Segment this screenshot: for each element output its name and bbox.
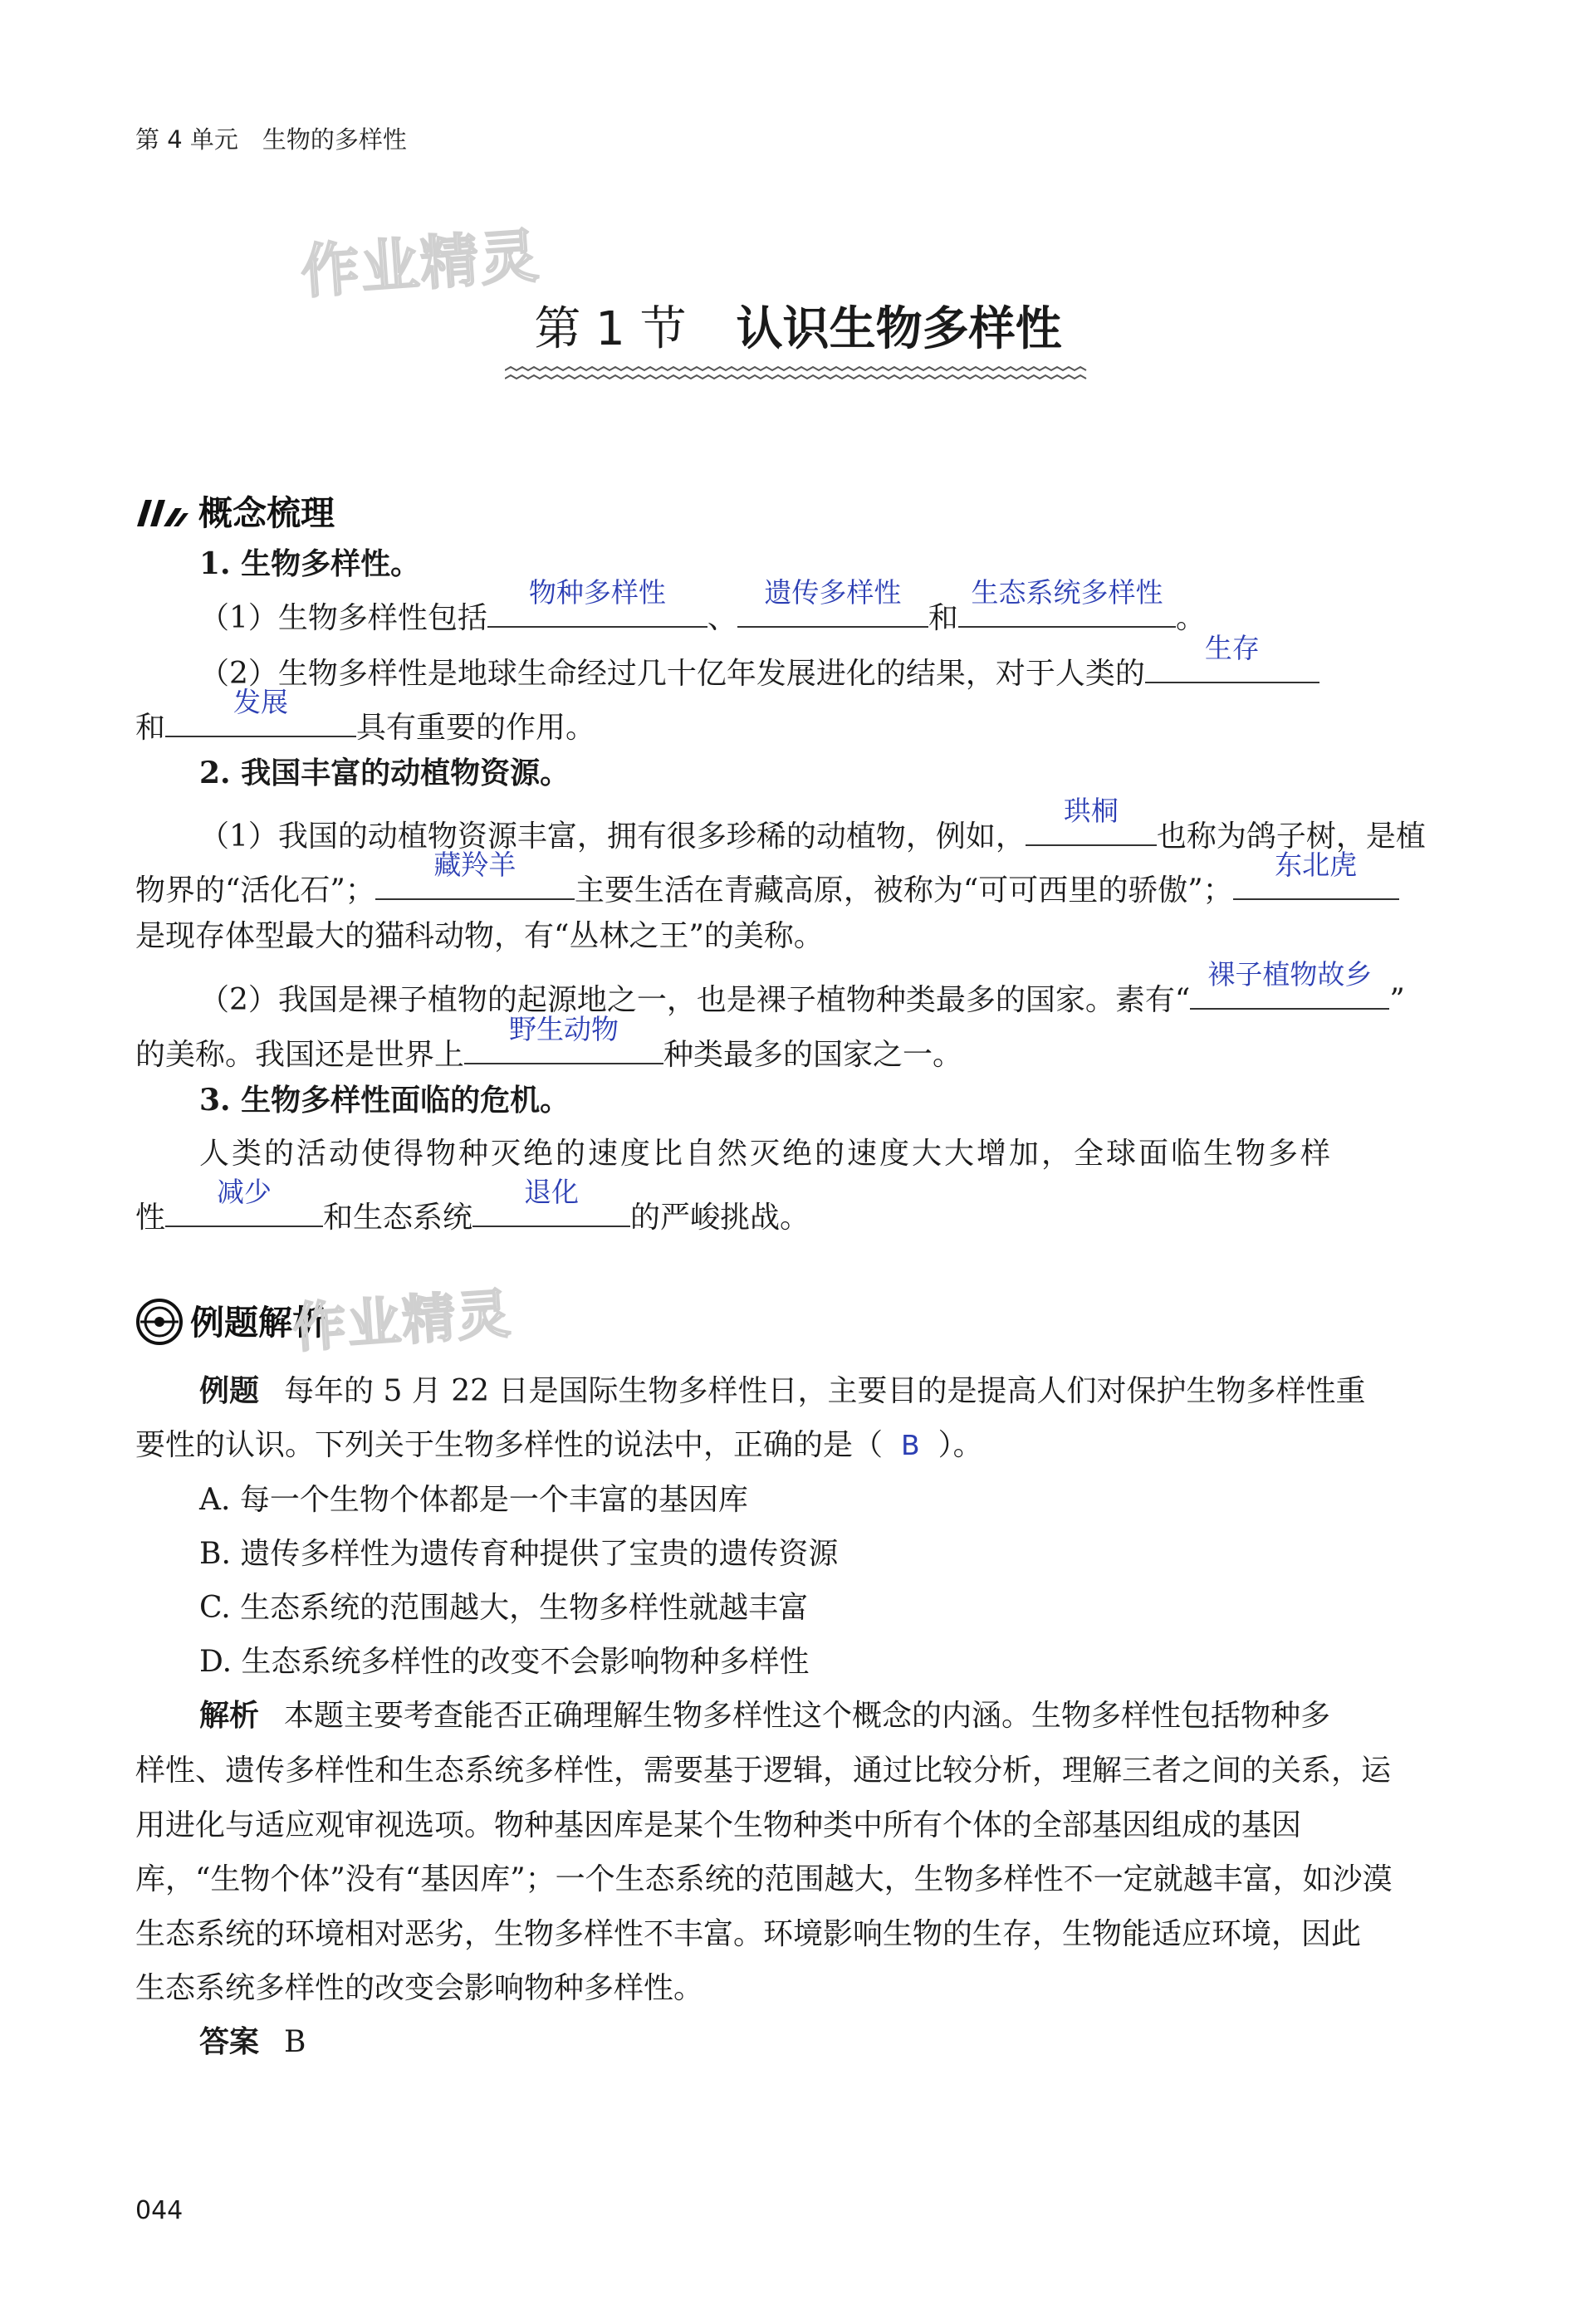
blank-dove-tree: 珙桐 bbox=[1026, 808, 1157, 846]
example-answer-mark: B bbox=[901, 1429, 920, 1461]
page-header: 第 4 单元 生物的多样性 bbox=[135, 125, 407, 154]
option-d: D. 生态系统多样性的改变不会影响物种多样性 bbox=[199, 1645, 810, 1679]
blank-gymnosperm-home: 裸子植物故乡 bbox=[1190, 971, 1389, 1010]
line-2-5: 的美称。我国还是世界上 野生动物 种类最多的国家之一。 bbox=[135, 1013, 963, 1072]
item-2: 2. 我国丰富的动植物资源。 bbox=[199, 756, 570, 790]
line-2-2: 物界的“活化石”； 藏羚羊 主要生活在青藏高原，被称为“可可西里的骄傲”； 东北虎 bbox=[135, 862, 1399, 911]
answer-line bbox=[199, 2023, 306, 2062]
page-number: 044 bbox=[135, 2196, 184, 2225]
watermark: 作业精灵 bbox=[298, 222, 542, 306]
line-1-2: （2）生物多样性是地球生命经过几十亿年发展进化的结果，对于人类的 生存 bbox=[199, 645, 1319, 694]
line-1-1: （1）生物多样性包括 物种多样性 、 遗传多样性 和 生态系统多样性 。 bbox=[199, 576, 1206, 635]
section-title bbox=[0, 292, 1596, 359]
blank-genetic-diversity: 遗传多样性 bbox=[737, 590, 928, 628]
slash-bars-icon bbox=[135, 498, 190, 528]
blank-species-diversity: 物种多样性 bbox=[487, 590, 707, 628]
blank-ecosystem-diversity: 生态系统多样性 bbox=[958, 590, 1176, 628]
blank-tibetan-antelope: 藏羚羊 bbox=[375, 862, 575, 900]
line-3-2: 性 减少 和生态系统 退化 的严峻挑战。 bbox=[135, 1176, 810, 1235]
line-1-3: 和 发展 具有重要的作用。 bbox=[135, 686, 596, 745]
example-heading-text: 例题解析 bbox=[190, 1303, 326, 1343]
blank-siberian-tiger: 东北虎 bbox=[1233, 862, 1399, 900]
line-3-1: 人类的活动使得物种灭绝的速度比自然灭绝的速度大大增加，全球面临生物多样 bbox=[199, 1137, 1334, 1171]
example-line-1: 例题 每年的 5 月 22 日是国际生物多样性日，主要目的是提高人们对保护生物多样性重 bbox=[199, 1374, 1366, 1408]
analysis-line-1: 解析 本题主要考查能否正确理解生物多样性这个概念的内涵。生物多样性包括物种多 bbox=[199, 1699, 1331, 1733]
watermark: 作业精灵 bbox=[291, 1283, 514, 1361]
answer-label: 答案 bbox=[199, 2025, 260, 2059]
option-a: A. 每一个生物个体都是一个丰富的基因库 bbox=[199, 1483, 748, 1517]
analysis-line-5: 生态系统的环境相对恶劣，生物多样性不丰富。环境影响生物的生存，生物能适应环境，因此 bbox=[135, 1917, 1362, 1951]
analysis-label: 解析 bbox=[199, 1699, 260, 1733]
blank-wild-animals: 野生动物 bbox=[464, 1026, 663, 1064]
target-icon bbox=[135, 1298, 184, 1346]
analysis-line-3: 用进化与适应观审视选项。物种基因库是某个生物种类中所有个体的全部基因组成的基因 bbox=[135, 1808, 1302, 1842]
option-c: C. 生态系统的范围越大，生物多样性就越丰富 bbox=[199, 1591, 809, 1625]
concept-section-heading bbox=[135, 486, 335, 535]
blank-development: 发展 bbox=[165, 699, 356, 737]
blank-survival: 生存 bbox=[1145, 645, 1319, 683]
analysis-line-4: 库，“生物个体”没有“基因库”；一个生态系统的范围越大，生物多样性不一定就越丰富，如沙漠 bbox=[135, 1862, 1393, 1896]
item-1: 1. 生物多样性。 bbox=[199, 546, 421, 581]
option-b: B. 遗传多样性为遗传育种提供了宝贵的遗传资源 bbox=[199, 1537, 839, 1571]
title-wave-divider bbox=[505, 364, 1091, 389]
example-line-2: 要性的认识。下列关于生物多样性的说法中，正确的是（ B ）。 bbox=[135, 1428, 983, 1462]
line-2-1: （1）我国的动植物资源丰富，拥有很多珍稀的动植物，例如， 珙桐 也称为鸽子树，是植 bbox=[199, 795, 1426, 854]
blank-decrease: 减少 bbox=[165, 1189, 323, 1227]
line-2-3: 是现存体型最大的猫科动物，有“丛林之王”的美称。 bbox=[135, 919, 824, 953]
answer-value: B bbox=[284, 2025, 306, 2059]
concept-heading-text: 概念梳理 bbox=[198, 493, 335, 533]
example-label: 例题 bbox=[199, 1374, 260, 1408]
section-name: 认识生物多样性 bbox=[736, 302, 1062, 356]
analysis-line-6: 生态系统多样性的改变会影响物种多样性。 bbox=[135, 1971, 704, 2005]
line-2-4: （2）我国是裸子植物的起源地之一，也是裸子植物种类最多的国家。素有“ 裸子植物故乡 ” bbox=[199, 958, 1405, 1017]
analysis-line-2: 样性、遗传多样性和生态系统多样性，需要基于逻辑，通过比较分析，理解三者之间的关系，运 bbox=[135, 1754, 1392, 1788]
blank-degradation: 退化 bbox=[472, 1189, 630, 1227]
section-number: 第 1 节 bbox=[534, 302, 687, 356]
item-3: 3. 生物多样性面临的危机。 bbox=[199, 1083, 570, 1118]
